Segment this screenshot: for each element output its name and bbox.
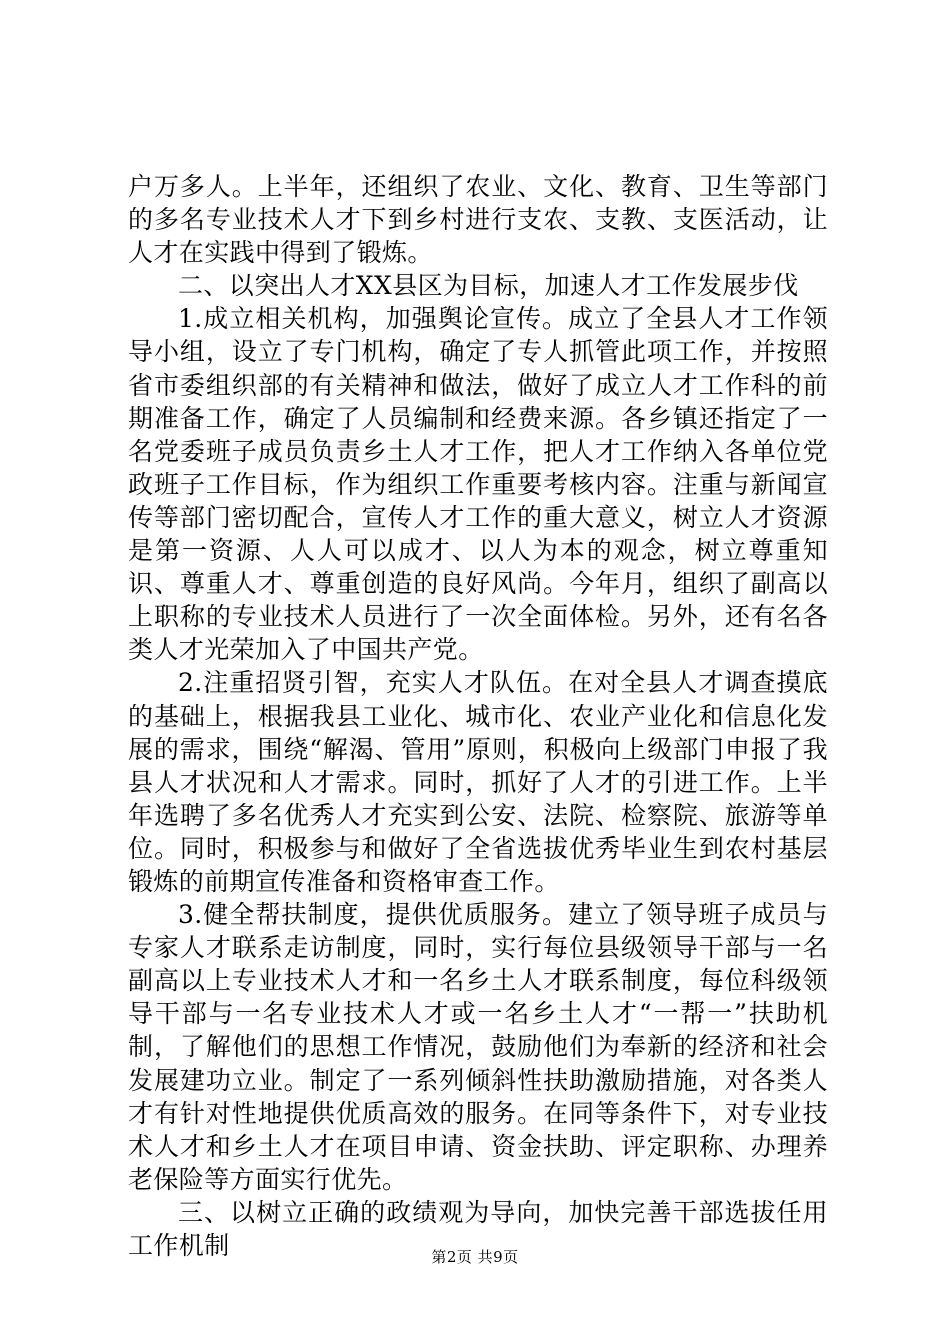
paragraph-item-3: 3.健全帮扶制度，提供优质服务。建立了领导班子成员与专家人才联系走访制度，同时，实行每位县级领导干部与一名副高以上专业技术人才和一名乡土人才联系制度，每位科级领导干部与一名专业技术人才或一名乡土人才“一帮一”扶助机制，了解他们的思想工作情况，鼓励他们为奉新的经济和社会发展建功立业。制定了一系列倾斜性扶助激励措施，对各类人才有针对性地提供优质高效的服务。在同等条件下，对专业技术人才和乡土人才在项目申请、资金扶助、评定职称、办理养老保险等方面实行优先。 <box>128 900 828 1194</box>
paragraph-item-2: 2.注重招贤引智，充实人才队伍。在对全县人才调查摸底的基础上，根据我县工业化、城市化、农业产业化和信息化发展的需求，围绕“解渴、管用”原则，积极向上级部门申报了我县人才状况和人才需求。同时，抓好了人才的引进工作。上半年选聘了多名优秀人才充实到公安、法院、检察院、旅游等单位。同时，积极参与和做好了全省选拔优秀毕业生到农村基层锻炼的前期宣传准备和资格审查工作。 <box>128 668 828 896</box>
paragraph-continuation: 户万多人。上半年，还组织了农业、文化、教育、卫生等部门的多名专业技术人才下到乡村进行支农、支教、支医活动，让人才在实践中得到了锻炼。 <box>128 172 828 268</box>
page-number-footer: 第2页 共9页 <box>431 1248 519 1266</box>
document-body <box>128 170 828 1262</box>
paragraph-item-1: 1.成立相关机构，加强舆论宣传。成立了全县人才工作领导小组，设立了专门机构，确定了专人抓管此项工作，并按照省市委组织部的有关精神和做法，做好了成立人才工作科的前期准备工作，确定了人员编制和经费来源。各乡镇还指定了一名党委班子成员负责乡土人才工作，把人才工作纳入各单位党政班子工作目标，作为组织工作重要考核内容。注重与新闻宣传等部门密切配合，宣传人才工作的重大意义，树立人才资源是第一资源、人人可以成才、以人为本的观念，树立尊重知识、尊重人才、尊重创造的良好风尚。今年月，组织了副高以上职称的专业技术人员进行了一次全面体检。另外，还有名各类人才光荣加入了中国共产党。 <box>128 304 828 665</box>
section-heading-three: 三、以树立正确的政绩观为导向，加快完善干部选拔任用工作机制 <box>128 1197 828 1260</box>
section-heading-two: 二、以突出人才XX县区为目标，加速人才工作发展步伐 <box>178 271 799 301</box>
